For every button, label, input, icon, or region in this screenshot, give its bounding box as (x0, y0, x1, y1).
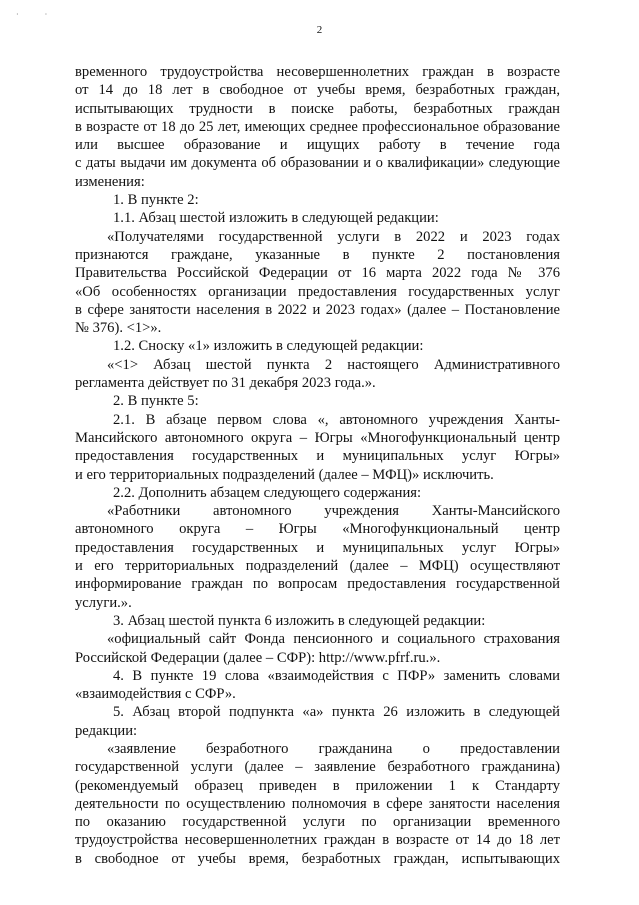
text-line: 1. В пункте 2: (113, 192, 199, 209)
text-line: редакции: (75, 722, 138, 739)
text-line: или высшее образование и ищущих работу в течение года (75, 137, 560, 154)
text-line: испытывающих трудности в поиске работы, безработных граждан (75, 100, 560, 117)
text-line: автономного округа – Югры «Многофункциональный центр (75, 521, 560, 538)
page-number: 2 (316, 24, 323, 36)
text-line: от 14 до 18 лет в свободное от учебы время, безработных граждан, (75, 82, 560, 99)
text-line: (рекомендуемый образец приведен в приложении 1 к Стандарту (75, 777, 560, 794)
text-line: в свободное от учебы время, безработных граждан, испытывающих (75, 850, 560, 867)
text-line: изменения: (75, 173, 145, 190)
text-line: 2.2. Дополнить абзацем следующего содержания: (113, 484, 422, 501)
text-line: Правительства Российской Федерации от 16 марта 2022 года № 376 (75, 265, 560, 282)
text-line: 5. Абзац второй подпункта «а» пункта 26 изложить в следующей (113, 704, 560, 721)
text-line: 3. Абзац шестой пункта 6 изложить в следующей редакции: (113, 612, 486, 629)
text-line: по оказанию государственной услуги по организации временного (75, 814, 560, 831)
document-body (75, 63, 560, 868)
text-line: 4. В пункте 19 слова «взаимодействия с ПФР» заменить словами (113, 667, 560, 684)
text-line: № 376). <1>». (75, 320, 162, 337)
text-line: информирование граждан по вопросам предоставления государственной (75, 576, 560, 593)
text-line: временного трудоустройства несовершеннолетних граждан в возрасте (75, 64, 560, 80)
text-line: предоставления государственных и муниципальных услуг Югры» (75, 448, 560, 465)
text-line: «Работники автономного учреждения Ханты-Мансийского (107, 503, 560, 520)
text-line: «заявление безработного гражданина о предоставлении (107, 740, 560, 757)
text-line: 1.1. Абзац шестой изложить в следующей редакции: (113, 210, 439, 227)
text-line: Российской Федерации (далее – СФР): http://www.pfrf.ru.». (75, 649, 441, 666)
text-line: признаются граждане, указанные в пункте 2 постановления (75, 246, 560, 263)
text-line: 2. В пункте 5: (113, 393, 199, 410)
scan-marks: · · (16, 10, 60, 19)
text-line: Мансийского автономного округа – Югры «Многофункциональный центр (75, 429, 560, 446)
text-line: «взаимодействия с СФР». (75, 686, 236, 703)
text-line: регламента действует по 31 декабря 2023 года.». (75, 375, 376, 392)
text-line: услуги.». (75, 594, 132, 611)
text-line: в возрасте от 18 до 25 лет, имеющих среднее профессиональное образование (75, 118, 560, 135)
text-line: государственной услуги (далее – заявление безработного гражданина) (75, 759, 560, 776)
text-line: «официальный сайт Фонда пенсионного и социального страхования (107, 631, 560, 648)
text-line: деятельности по осуществлению полномочия в сфере занятости населения (75, 795, 560, 812)
text-line: трудоустройства несовершеннолетних граждан в возрасте от 14 до 18 лет (75, 832, 560, 849)
text-line: предоставления государственных и муниципальных услуг Югры» (75, 539, 560, 556)
text-line: «Об особенностях организации предоставления государственных услуг (75, 283, 560, 300)
text-line: «Получателями государственной услуги в 2022 и 2023 годах (107, 228, 560, 245)
text-line: «<1> Абзац шестой пункта 2 настоящего Административного (107, 356, 560, 373)
text-line: и его территориальных подразделений (далее – МФЦ)» исключить. (75, 466, 494, 483)
text-line: 2.1. В абзаце первом слова «, автономного учреждения Ханты- (113, 411, 560, 428)
text-line: 1.2. Сноску «1» изложить в следующей редакции: (113, 338, 424, 355)
text-line: с даты выдачи им документа об образовании и о квалификации» следующие (75, 155, 560, 172)
text-line: и его территориальных подразделений (далее – МФЦ) осуществляют (75, 558, 560, 575)
text-line: в сфере занятости населения в 2022 и 2023 годах» (далее – Постановление (75, 301, 560, 318)
